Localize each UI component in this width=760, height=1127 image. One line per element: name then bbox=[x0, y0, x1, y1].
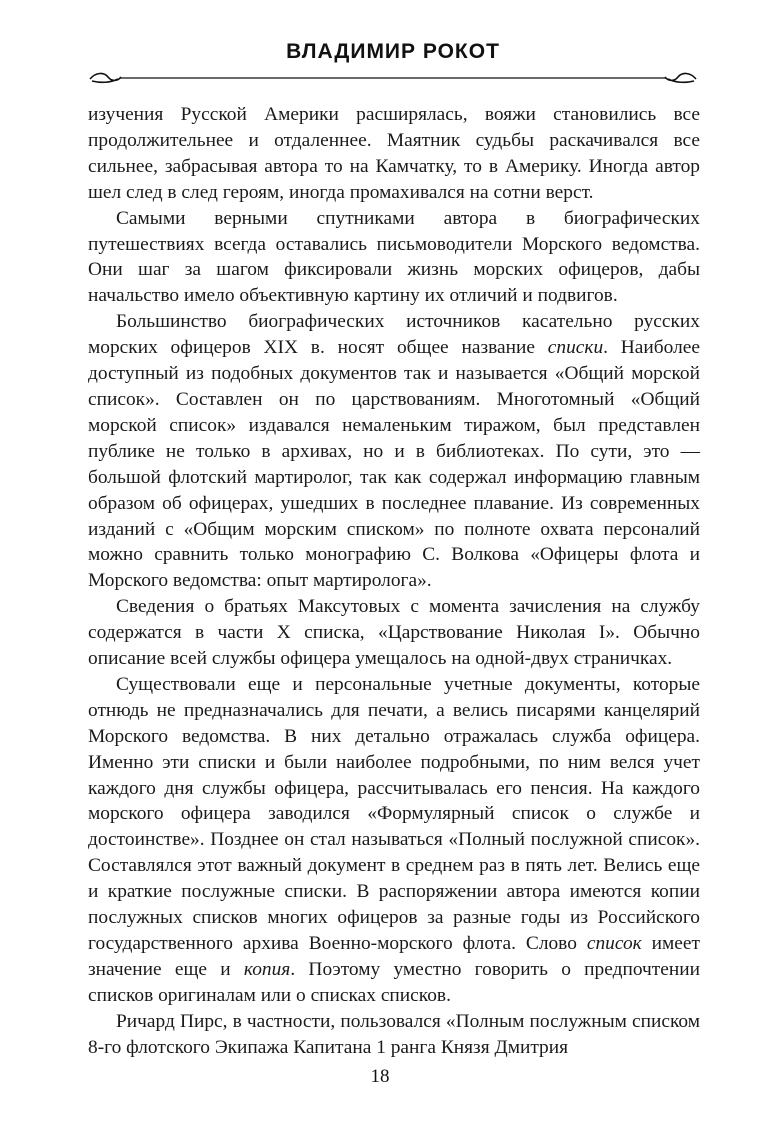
text-run: Сведения о братьях Максутовых с момента зачисления на службу содержатся в части X списка, «Царствование Николая I». Обычно описание всей службы офицера умещалось на одной-двух страничках. bbox=[88, 596, 700, 670]
italic-term: копия bbox=[243, 958, 291, 980]
paragraph bbox=[88, 206, 700, 310]
paragraph bbox=[88, 594, 700, 672]
left-flourish-icon bbox=[90, 73, 121, 82]
text-run: изучения Русской Америки расширялась, вояжи становились все продолжительнее и отдаленнее. Маятник судьбы раскачивался все сильнее, забрасывая автора то на Камчатку, то в Америку. Иногда автор шел след в след героям, иногда промахивался на сотни верст. bbox=[88, 104, 700, 203]
paragraph bbox=[88, 309, 700, 594]
text-run: имеет значение еще и bbox=[88, 933, 700, 980]
page-number: 18 bbox=[370, 1066, 390, 1087]
paragraph bbox=[88, 102, 700, 206]
text-run: . Наиболее доступный из подобных документов так и называется «Общий морской список». Составлен он по царствованиям. Многотомный «Общий морской список» издавался немаленьким тиражом, был представлен публике не только в архивах, но и в библиотеках. По сути, это — большой флотский мартиролог, так как содержал информацию главным образом об офицерах, ушедших в последнее плавание. Из современных изданий с «Общим морским списком» по полноте охвата персоналий можно сравнить только монографию С. Волкова «Офицеры флота и Морского ведомства: опыт мартиролога». bbox=[88, 337, 700, 592]
right-flourish-icon bbox=[665, 73, 696, 82]
text-run: Ричард Пирс, в частности, пользовался «Полным послужным списком 8-го флотского Экипажа Капитана 1 ранга Князя Дмитрия bbox=[88, 1010, 700, 1058]
paragraph bbox=[88, 672, 700, 1009]
header-ornament-rule bbox=[88, 70, 698, 84]
text-run: Существовали еще и персональные учетные документы, которые отнюдь не предназначались для печати, а велись писарями канцелярий Морского ведомства. В них детально отражалась служба офицера. Именно эти списки и были наиболее подробными, по ним велся учет каждого дня службы офицера, рассчитывалась его пенсия. На каждого морского офицера заводился «Формулярный список о службе и достоинстве». Позднее он стал называться «Полный послужной список». Составлялся этот важный документ в среднем раз в пять лет. Велись еще и краткие послужные списки. В распоряжении автора имеются копии послужных списков многих офицеров за разные годы из Российского государственного архива Военно-морского флота. Слово bbox=[88, 673, 700, 954]
italic-term: списки bbox=[547, 337, 604, 359]
text-run: . Поэтому уместно говорить о предпочтении списков оригиналам или о списках списков. bbox=[88, 958, 700, 1006]
text-run: Большинство биографических источников касательно русских морских офицеров XIX в. носят общее название bbox=[88, 311, 700, 359]
running-head: ВЛАДИМИР РОКОТ bbox=[286, 40, 500, 63]
body-text bbox=[88, 102, 700, 1061]
paragraph bbox=[88, 1009, 700, 1061]
text-run: Самыми верными спутниками автора в биографических путешествиях всегда оставались письмоводители Морского ведомства. Они шаг за шагом фиксировали жизнь морских офицеров, дабы начальство имело объективную картину их отличий и подвигов. bbox=[88, 207, 700, 307]
italic-term: список bbox=[586, 933, 642, 954]
